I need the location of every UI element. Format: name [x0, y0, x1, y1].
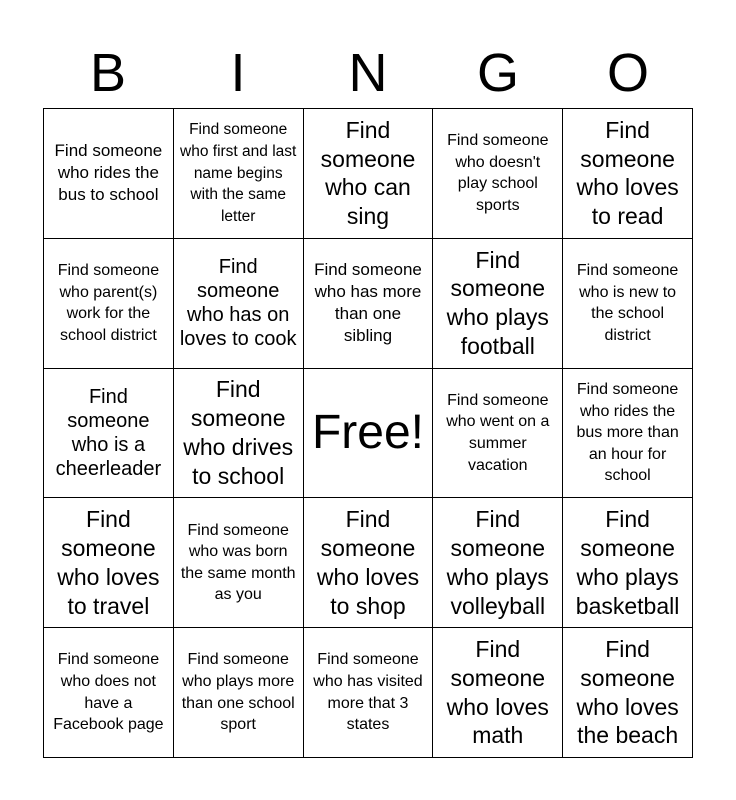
header-letter-n: N	[348, 43, 388, 103]
cell-text: Find someone who parent(s) work for the school district	[57, 262, 160, 344]
cell-text: Find someone who doesn't play school sports	[447, 132, 549, 214]
bingo-cell-r5-c1[interactable]	[44, 628, 174, 758]
bingo-cell-r4-c1[interactable]	[44, 498, 174, 628]
bingo-header	[43, 40, 693, 106]
cell-text: Find someone who plays football	[446, 246, 549, 359]
bingo-cell-r3-c2[interactable]	[174, 369, 304, 499]
bingo-cell-r3-c4[interactable]	[433, 369, 563, 499]
header-letter-b: B	[89, 43, 127, 103]
cell-text: Find someone who loves math	[446, 636, 549, 749]
cell-text: Find someone who plays volleyball	[446, 506, 549, 619]
free-space-label: Free!	[311, 405, 424, 459]
header-letter-o: O	[606, 43, 649, 103]
cell-text: Find someone who rides the bus more than an hour for school	[576, 381, 679, 485]
bingo-cell-r1-c1[interactable]	[44, 109, 174, 239]
cell-text: Find someone who loves to read	[576, 116, 679, 230]
cell-text: Find someone who has on loves to cook	[179, 256, 297, 351]
cell-text: Find someone who rides the bus to school	[54, 141, 163, 205]
cell-text: Find someone who can sing	[320, 116, 416, 230]
cell-text: Find someone who drives to school	[183, 376, 294, 489]
bingo-cell-r2-c3[interactable]	[304, 239, 434, 369]
cell-text: Find someone who was born the same month as you	[180, 521, 296, 604]
cell-text: Find someone who does not have a Facebook page	[53, 651, 164, 734]
header-letter-i: I	[230, 43, 246, 103]
cell-text: Find someone who has visited more that 3 states	[313, 651, 423, 734]
header-letter-g: G	[476, 43, 519, 103]
bingo-cell-r5-c5[interactable]	[563, 628, 693, 758]
bingo-cell-r3-c1[interactable]	[44, 369, 174, 499]
cell-text: Find someone who loves to travel	[57, 506, 160, 619]
bingo-cell-r2-c2[interactable]	[174, 239, 304, 369]
bingo-cell-r1-c2[interactable]	[174, 109, 304, 239]
bingo-cell-r5-c4[interactable]	[433, 628, 563, 758]
bingo-cell-r1-c5[interactable]	[563, 109, 693, 239]
bingo-cell-r5-c3[interactable]	[304, 628, 434, 758]
cell-text: Find someone who plays more than one school sport	[181, 651, 295, 734]
bingo-cell-r3-c5[interactable]	[563, 369, 693, 499]
bingo-cell-r2-c4[interactable]	[433, 239, 563, 369]
cell-text: Find someone who plays basketball	[575, 506, 680, 619]
cell-text: Find someone who first and last name begins with the same letter	[180, 121, 297, 225]
bingo-cell-r1-c4[interactable]	[433, 109, 563, 239]
cell-text: Find someone who is a cheerleader	[55, 385, 162, 480]
cell-text: Find someone who has more than one sibling	[314, 260, 422, 346]
bingo-cell-r2-c1[interactable]	[44, 239, 174, 369]
cell-text: Find someone who loves to shop	[316, 506, 420, 619]
cell-text: Find someone who is new to the school district	[576, 262, 679, 344]
free-space[interactable]	[304, 369, 434, 499]
bingo-cell-r5-c2[interactable]	[174, 628, 304, 758]
bingo-cell-r2-c5[interactable]	[563, 239, 693, 369]
bingo-cell-r4-c3[interactable]	[304, 498, 434, 628]
bingo-cell-r1-c3[interactable]	[304, 109, 434, 239]
bingo-cell-r4-c5[interactable]	[563, 498, 693, 628]
cell-text: Find someone who went on a summer vacation	[446, 391, 550, 474]
bingo-cell-r4-c4[interactable]	[433, 498, 563, 628]
bingo-cell-r4-c2[interactable]	[174, 498, 304, 628]
cell-text: Find someone who loves the beach	[576, 636, 679, 749]
bingo-board	[43, 108, 693, 758]
